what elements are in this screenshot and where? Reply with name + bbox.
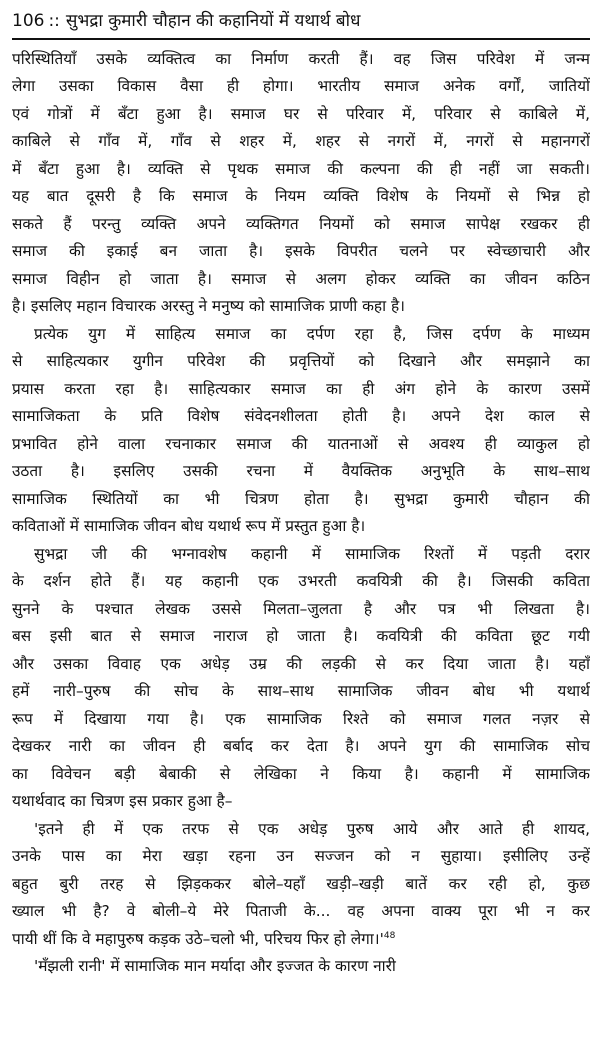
text-line: 'इतने ही में एक तरफ से एक अधेड़ पुरुष आये और आते ही शायद, [34,819,590,838]
text-line: समाज विहीन हो जाता है। समाज से अलग होकर व्यक्ति का जीवन कठिन [12,269,590,288]
text-line: एवं गोत्रों में बँटा हुआ है। समाज घर से परिवार में, परिवार से काबिले में, [12,104,590,123]
text-line: उठता है। इसलिए उसकी रचना में वैयक्तिक अनुभूति के साथ–साथ [12,462,590,480]
paragraph [12,953,590,981]
text-line: प्रभावित होने वाला रचनाकार समाज की यातनाओं से अवश्य ही व्याकुल हो [12,434,590,453]
header-rule [12,38,590,40]
text-line: का विवेचन बड़ी बेबाकी से लेखिका ने किया है। कहानी में सामाजिक [12,764,590,783]
text-line: बस इसी बात से समाज नाराज हो जाता है। कवयित्री की कविता छूट गयी [12,627,590,645]
text-line: सुनने के पश्चात लेखक उससे मिलता–जुलता है और पत्र भी लिखता है। [12,599,590,618]
text-line: काबिले से गाँव में, गाँव से शहर में, शहर से नगरों में, नगरों से महानगरों [12,132,590,150]
footnote-marker: 48 [383,930,396,941]
text-line: और उसका विवाह एक अधेड़ उम्र की लड़की से कर दिया जाता है। यहाँ [12,654,590,673]
text-line: परिस्थितियाँ उसके व्यक्तित्व का निर्माण करती हैं। वह जिस परिवेश में जन्म [12,49,590,68]
text-line: सामाजिकता के प्रति विशेष संवेदनशीलता होती है। अपने देश काल से [12,407,590,425]
text-line: पायी थीं कि वे महापुरुष कड़क उठे–चलो भी, परिचय फिर हो $लेगा।'^{48}$ [12,929,396,948]
running-header [12,8,590,34]
text-line: रूप में दिखाया गया है। एक सामाजिक रिश्ते को समाज गलत नज़र से [12,709,590,728]
text-line: ख्याल भी है? वे बोली–ये मेरे पिताजी के... वह अपना वाक्य पूरा भी न कर [12,902,590,920]
text-line: में बँटा हुआ है। व्यक्ति से पृथक समाज की कल्पना की ही नहीं जा सकती। [12,159,590,178]
text-line: है। इसलिए महान विचारक अरस्तु ने मनुष्य को सामाजिक प्राणी कहा है। [12,297,405,315]
text-line: 'मँझली रानी' में सामाजिक मान मर्यादा और इज्जत के कारण नारी [34,957,396,975]
text-line: बहुत बुरी तरह से झिड़ककर बोले–यहाँ खड़ी–खड़ी बातें कर रही हो, कुछ [12,874,590,893]
paragraph [12,46,590,321]
body-text [12,46,590,981]
text-line: कविताओं में सामाजिक जीवन बोध यथार्थ रूप में प्रस्तुत हुआ है। [12,517,366,535]
text-line: लेगा उसका विकास वैसा ही होगा। भारतीय समाज अनेक वर्गों, जातियों [12,77,590,95]
text-line: देखकर नारी का जीवन ही बर्बाद कर देता है। अपने युग की सामाजिक सोच [12,737,590,755]
text-line: सकते हैं परन्तु व्यक्ति अपने व्यक्तिगत नियमों को समाज सापेक्ष रखकर ही [12,214,590,233]
text-line: प्रत्येक युग में साहित्य समाज का दर्पण रहा है, जिस दर्पण के माध्यम [34,324,590,343]
text-line: के दर्शन होते हैं। यह कहानी एक उभरती कवयित्री की है। जिसकी कविता [12,572,590,590]
text-line: सामाजिक स्थितियों का भी चित्रण होता है। सुभद्रा कुमारी चौहान की [12,489,590,508]
text-line: सुभद्रा जी की भग्नावशेष कहानी में सामाजिक रिश्तों में पड़ती दरार [34,544,590,563]
page-number: 106 [12,11,45,31]
header-separator: :: [48,11,60,31]
text-line: यह बात दूसरी है कि समाज के नियम व्यक्ति विशेष के नियमों से भिन्न हो [12,187,590,205]
paragraph [12,541,590,816]
text-line: उनके पास का मेरा खड़ा रहना उन सज्जन को न सुहाया। इसीलिए उन्हें [12,847,590,865]
block-quote [12,816,590,954]
text-line: हमें नारी–पुरुष की सोच के साथ–साथ सामाजिक जीवन बोध भी यथार्थ [12,682,590,700]
paragraph [12,321,590,541]
text-line: प्रयास करता रहा है। साहित्यकार समाज का ही अंग होने के कारण उसमें [12,379,590,398]
text-line: से साहित्यकार युगीन परिवेश की प्रवृत्तियों को दिखाने और समझाने का [12,352,590,370]
text-line: समाज की इकाई बन जाता है। इसके विपरीत चलने पर स्वेच्छाचारी और [12,242,590,260]
chapter-title: सुभद्रा कुमारी चौहान की कहानियों में यथार्थ बोध [65,11,361,31]
text-line: यथार्थवाद का चित्रण इस प्रकार हुआ है– [12,792,233,810]
